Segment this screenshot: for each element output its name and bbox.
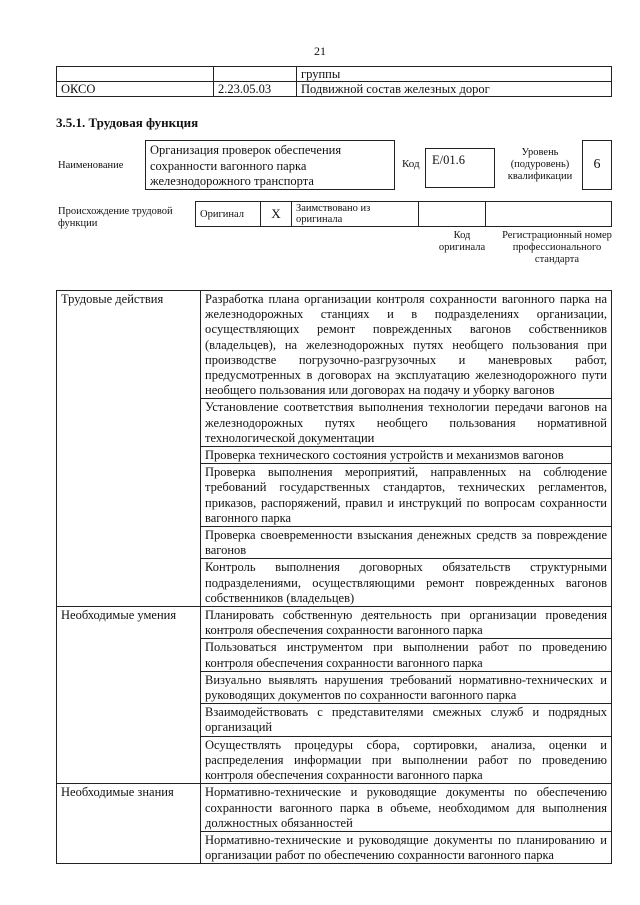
code-label: Код [402,158,420,170]
item-cell: Осуществлять процедуры сбора, сортировки, анализа, оценки и распределения информации при выполнении работ по проведению контроля обеспечения сохранности вагонного парка [201,736,612,784]
item-cell: Пользоваться инструментом при выполнении работ по проведению контроля обеспечения сохранности вагонного парка [201,639,612,671]
table-row [57,607,612,639]
category-cell: Трудовые действия [57,291,201,607]
okso-cell-empty [214,67,297,82]
item-cell: Нормативно-технические и руководящие документы по планированию и организации работ по обеспечению сохранности вагонного парка [201,831,612,863]
item-cell: Проверка своевременности взыскания денежных средств за повреждение вагонов [201,527,612,559]
section-title: 3.5.1. Трудовая функция [56,115,199,130]
reg-number-caption: Регистрационный номер профессионального стандарта [502,230,612,265]
name-label: Наименование [58,160,124,171]
item-cell: Планировать собственную деятельность при организации проведения контроля обеспечения сохранности вагонного парка [201,607,612,639]
item-cell: Визуально выявлять нарушения требований нормативно-технических и руководящих документов по сохранности вагонного парка [201,671,612,703]
okso-cell-groups: группы [297,67,612,82]
okso-row-groups [57,67,612,82]
item-cell: Взаимодействовать с представителями смежных служб и подрядных организаций [201,704,612,736]
original-mark: X [261,202,292,227]
item-cell: Нормативно-технические и руководящие документы по обеспечению сохранности вагонного парка в объеме, необходимом для выполнения должностных обязанностей [201,784,612,832]
item-cell: Разработка плана организации контроля сохранности вагонного парка на железнодорожных станциях и в подразделениях организации, осуществляющих ремонт поврежденных вагонов собственников (владельцев), на железнодорожных путях необщего пользования при производстве погрузочно-разгрузочных и маневровых работ, предусмотренных в договорах на эксплуатацию железнодорожного пути необщего пользования или договорах на подачу и уборку вагонов [201,291,612,399]
okso-row [57,82,612,97]
okso-code: 2.23.05.03 [214,82,297,97]
okso-classifier: ОКСО [57,82,214,97]
code-original-caption: Код оригинала [438,230,486,253]
item-cell: Проверка технического состояния устройств и механизмов вагонов [201,447,612,464]
item-cell: Контроль выполнения договорных обязательств структурными подразделениями, осуществляющими ремонт поврежденных вагонов собственников (владельцев) [201,559,612,607]
function-code-value: E/01.6 [425,148,495,188]
category-cell: Необходимые знания [57,784,201,864]
origin-label: Происхождение трудовой функции [58,206,173,229]
original-label: Оригинал [196,202,261,227]
function-name-value: Организация проверок обеспечения сохранности вагонного парка железнодорожного транспорта [145,140,395,190]
origin-table [195,201,612,227]
labor-function-table [56,290,612,864]
category-cell: Необходимые умения [57,607,201,784]
reg-number-cell [486,202,612,227]
item-cell: Установление соответствия выполнения технологии передачи вагонов на железнодорожных путях необщего пользования нормативной технологической документации [201,399,612,447]
item-cell: Проверка выполнения мероприятий, направленных на соблюдение требований государственных стандартов, технических регламентов, приказов, распоряжений, правил и инструкций по вопросам сохранности вагонного парка [201,464,612,527]
level-label: Уровень (подуровень) квалификации [507,147,573,182]
borrowed-label: Заимствовано из оригинала [292,202,419,227]
okso-title: Подвижной состав железных дорог [297,82,612,97]
okso-cell-empty [57,67,214,82]
page-number: 21 [314,44,326,58]
table-row [57,291,612,399]
level-value: 6 [582,140,612,190]
table-row [57,784,612,832]
code-original-cell [419,202,486,227]
okso-table [56,66,612,97]
